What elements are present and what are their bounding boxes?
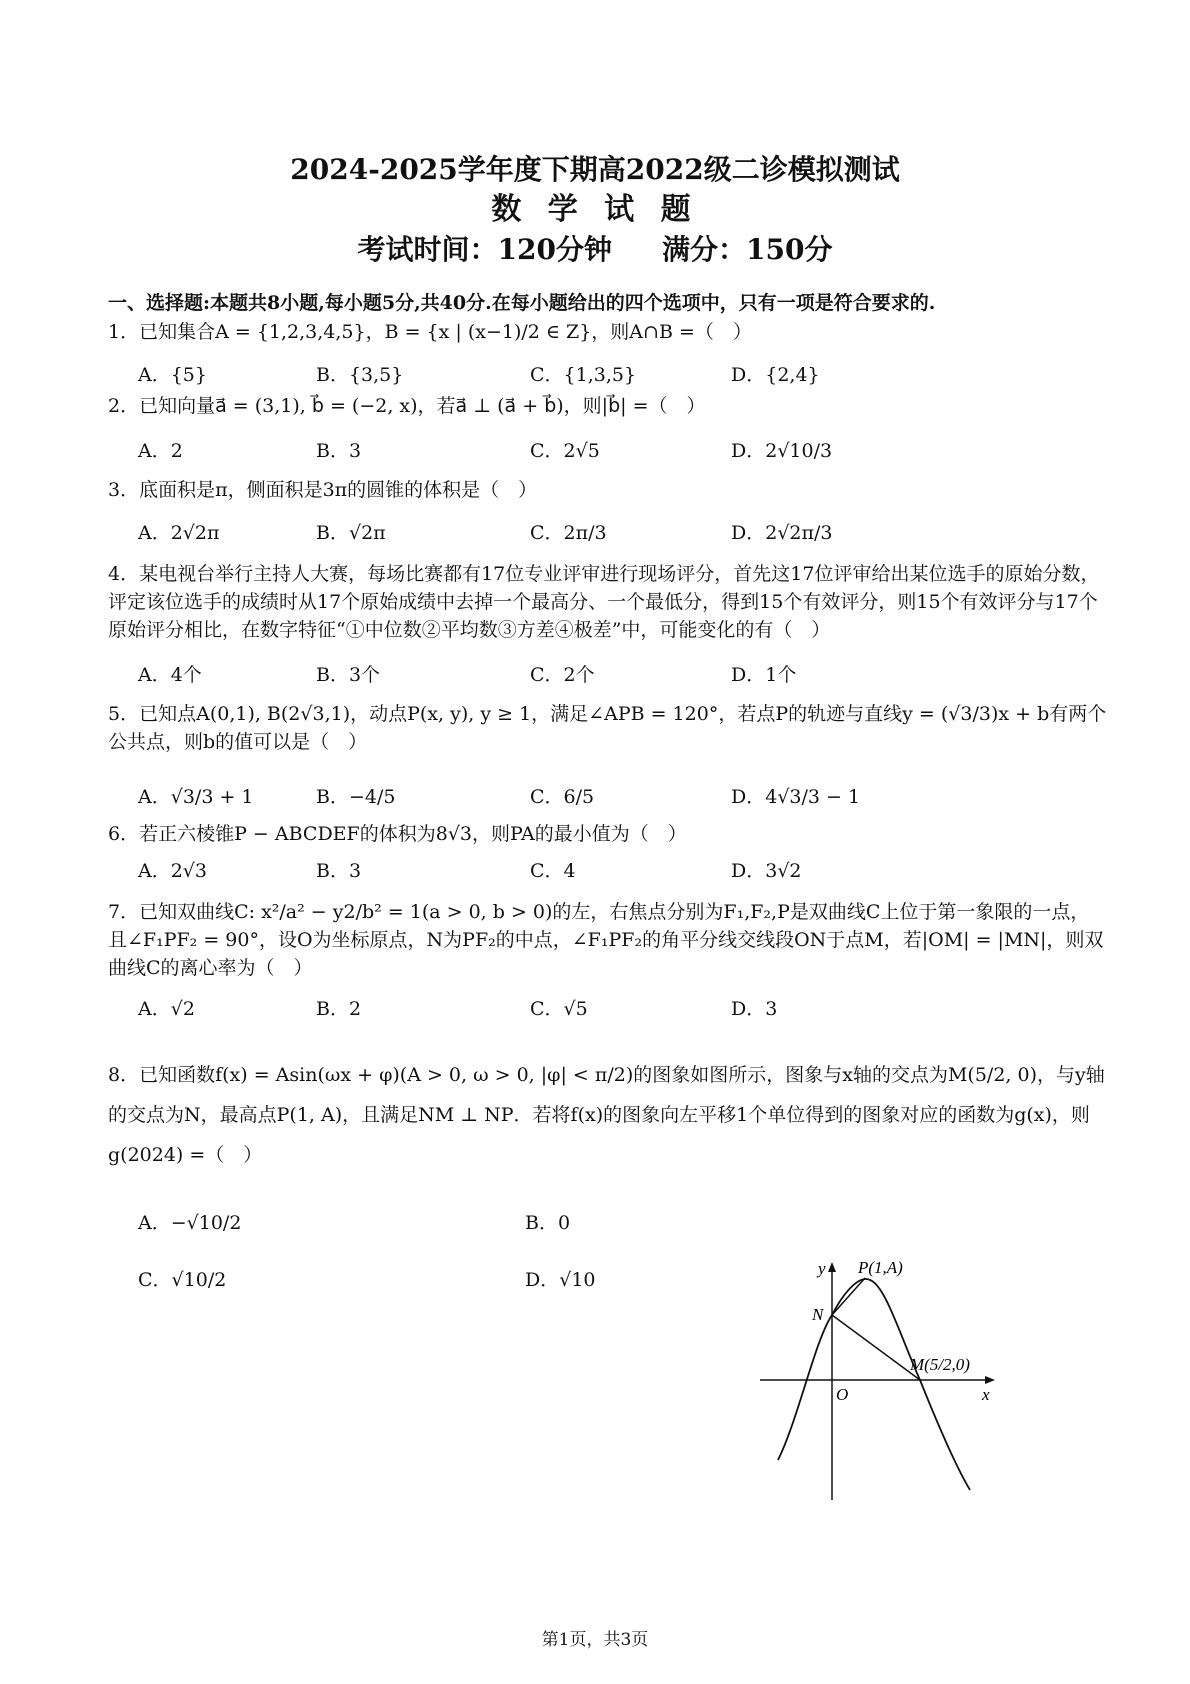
question-text: 若正六棱锥P − ABCDEF的体积为8√3，则PA的最小值为（ ） [139, 823, 687, 845]
option-a[interactable]: A．2 [138, 440, 183, 462]
question-5-options [138, 782, 1098, 822]
option-d[interactable]: D．{2,4} [731, 364, 820, 386]
point-p-label: P(1,A) [858, 1260, 903, 1277]
question-2-options [138, 436, 1098, 476]
question-3 [108, 476, 1108, 504]
section-heading: 一、选择题:本题共8小题,每小题5分,共40分.在每小题给出的四个选项中，只有一项是符合要求的. [108, 292, 936, 314]
option-b[interactable]: B．3 [316, 440, 362, 462]
option-c[interactable]: C．2√5 [530, 440, 600, 462]
option-c[interactable]: C．√10/2 [138, 1269, 227, 1291]
option-d[interactable]: D．√10 [525, 1269, 596, 1291]
question-text: 已知集合A = {1,2,3,4,5}，B = {x | (x−1)/2 ∈ Z}，则A∩B =（ ） [139, 321, 752, 343]
option-d[interactable]: D．1个 [731, 664, 797, 686]
option-c[interactable]: C．√5 [530, 998, 588, 1020]
question-number: 6． [108, 823, 140, 845]
question-number: 3． [108, 479, 140, 501]
exam-score: 满分：150分 [662, 233, 833, 266]
option-b[interactable]: B．√2π [316, 522, 386, 544]
point-m-label: M(5/2,0) [910, 1355, 970, 1374]
question-number: 4． [108, 563, 140, 585]
origin-label: O [836, 1385, 849, 1404]
title-block [0, 150, 1190, 270]
exam-info [0, 230, 1190, 270]
option-b[interactable]: B．2 [316, 998, 362, 1020]
question-number: 5． [108, 703, 140, 725]
option-c[interactable]: C．{1,3,5} [530, 364, 637, 386]
question-number: 2． [108, 395, 140, 417]
question-5 [108, 700, 1108, 756]
x-label: x [982, 1385, 990, 1404]
question-8 [108, 1055, 1108, 1175]
y-axis-arrow-icon [828, 1262, 836, 1272]
option-a[interactable]: A．−√10/2 [138, 1212, 242, 1234]
point-n-label: N [812, 1305, 824, 1324]
segment-np [832, 1278, 865, 1315]
option-a[interactable]: A．4个 [138, 664, 202, 686]
question-text: 已知点A(0,1), B(2√3,1)，动点P(x, y), y ≥ 1，满足∠APB = 120°，若点P的轨迹与直线y = (√3/3)x + b有两个公共点，则b的值可以是（ ） [108, 703, 1107, 753]
y-label: y [818, 1260, 826, 1278]
option-a[interactable]: A．2√3 [138, 860, 208, 882]
question-number: 8． [108, 1064, 140, 1086]
option-b[interactable]: B．0 [525, 1212, 571, 1234]
question-text: 某电视台举行主持人大赛，每场比赛都有17位专业评审进行现场评分，首先这17位评审给出某位选手的原始分数，评定该位选手的成绩时从17个原始成绩中去掉一个最高分、一个最低分，得到15个有效评分，则15个有效评分与17个原始评分相比，在数字特征“①中位数②平均数③方差④极差”中，可能变化的有（ ） [108, 563, 1100, 641]
question-number: 7． [108, 901, 140, 923]
option-b[interactable]: B．3 [316, 860, 362, 882]
option-a[interactable]: A．√3/3 + 1 [138, 786, 254, 808]
question-4-options [138, 660, 1098, 700]
question-text: 已知向量a⃗ = (3,1), b⃗ = (−2, x)，若a⃗ ⊥ (a⃗ + b⃗)，则|b⃗| =（ ） [139, 395, 706, 417]
option-d[interactable]: D．2√10/3 [731, 440, 833, 462]
option-d[interactable]: D．3√2 [731, 860, 802, 882]
question-text: 底面积是π，侧面积是3π的圆锥的体积是（ ） [139, 479, 538, 501]
exam-title: 2024-2025学年度下期高2022级二诊模拟测试 [290, 153, 900, 186]
x-axis-arrow-icon [985, 1376, 995, 1384]
option-c[interactable]: C．6/5 [530, 786, 595, 808]
question-number: 1． [108, 321, 140, 343]
question-text: 已知函数f(x) = Asin(ωx + φ)(A > 0, ω > 0, |φ| < π/2)的图象如图所示，图象与x轴的交点为M(5/2, 0)，与y轴的交点为N，最高点P(1, A)，且满足NM ⊥ NP．若将f(x)的图象向左平移1个单位得到的图象对应的函数为g(x)，则g(2024) =（ ） [108, 1064, 1105, 1166]
question-7 [108, 898, 1108, 982]
question-text: 已知双曲线C: x²/a² − y2/b² = 1(a > 0, b > 0)的左，右焦点分别为F₁,F₂,P是双曲线C上位于第一象限的一点，且∠F₁PF₂ = 90°，设O为坐标原点，N为PF₂的中点，∠F₁PF₂的角平分线交线段ON于点M，若|OM| = |MN|，则双曲线C的离心率为（ ） [108, 901, 1104, 979]
question-2 [108, 392, 1108, 420]
question-6-options [138, 856, 1098, 896]
option-a[interactable]: A．√2 [138, 998, 195, 1020]
option-a[interactable]: A．2√2π [138, 522, 220, 544]
option-c[interactable]: C．2个 [530, 664, 595, 686]
option-a[interactable]: A．{5} [138, 364, 207, 386]
option-c[interactable]: C．4 [530, 860, 576, 882]
page-footer: 第1页，共3页 [541, 1630, 649, 1650]
question-7-options [138, 994, 1098, 1034]
function-graph [760, 1260, 1060, 1510]
question-1 [108, 318, 1108, 346]
option-b[interactable]: B．{3,5} [316, 364, 404, 386]
option-d[interactable]: D．3 [731, 998, 778, 1020]
option-b[interactable]: B．3个 [316, 664, 381, 686]
option-b[interactable]: B．−4/5 [316, 786, 396, 808]
subject-title: 数 学 试 题 [491, 192, 699, 227]
question-3-options [138, 518, 1098, 558]
question-4 [108, 560, 1108, 644]
sine-curve [778, 1279, 970, 1490]
question-6 [108, 820, 1108, 848]
exam-time: 考试时间：120分钟 [357, 233, 612, 266]
option-d[interactable]: D．4√3/3 − 1 [731, 786, 861, 808]
option-d[interactable]: D．2√2π/3 [731, 522, 833, 544]
option-c[interactable]: C．2π/3 [530, 522, 607, 544]
